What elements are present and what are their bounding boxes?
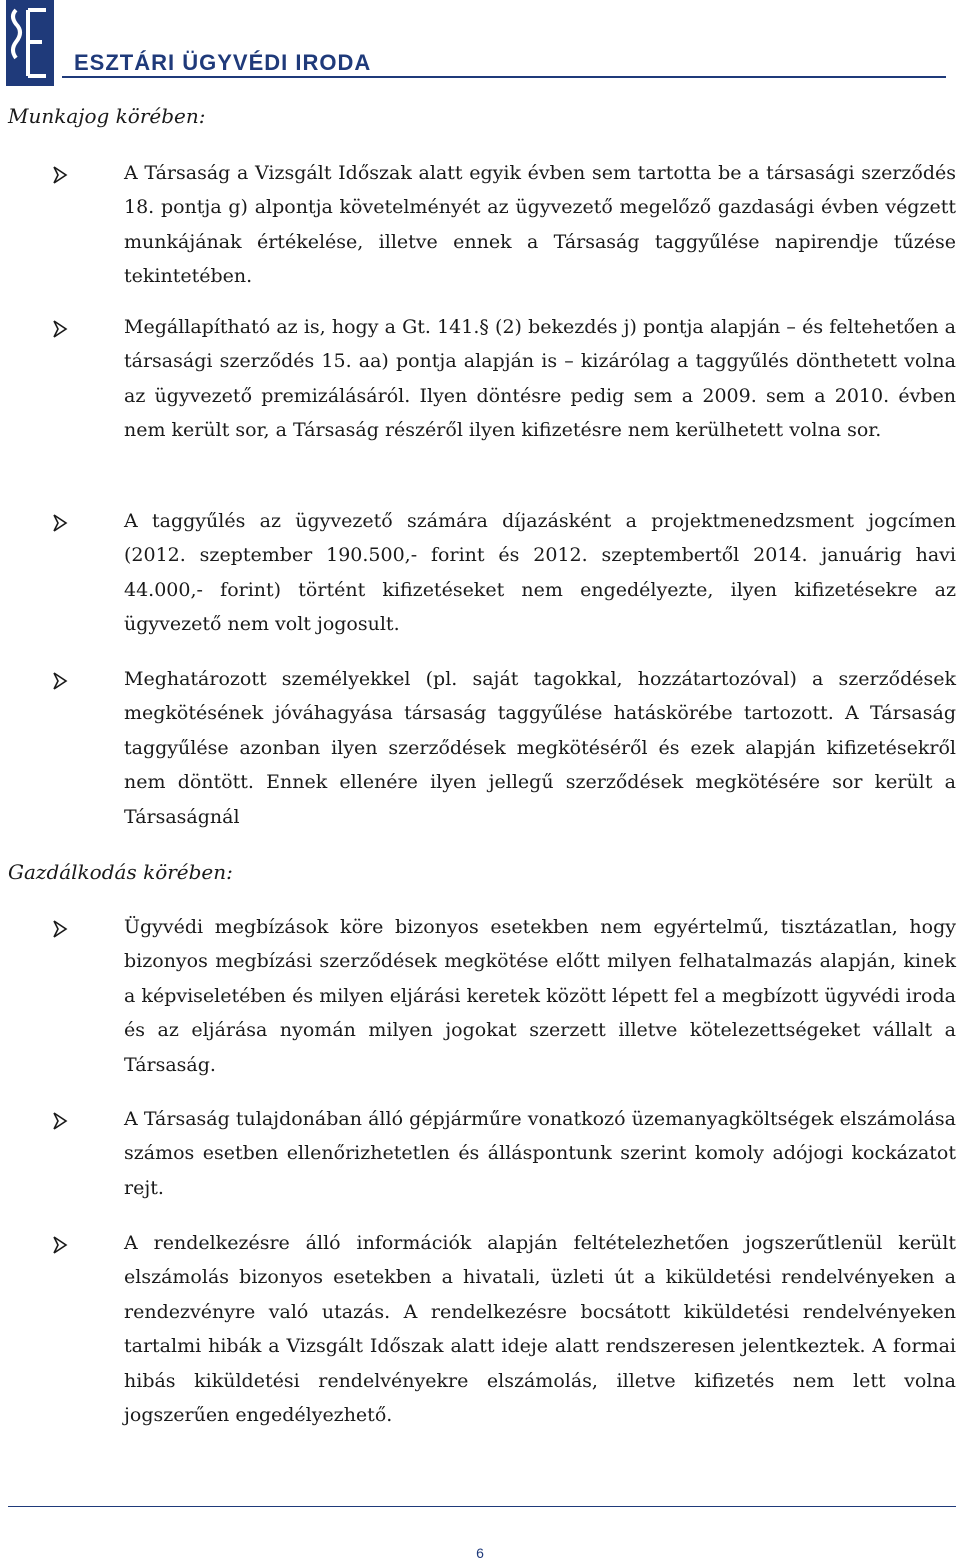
arrow-bullet-icon xyxy=(52,1112,68,1130)
arrow-bullet-icon xyxy=(52,672,68,690)
arrow-bullet-icon xyxy=(52,514,68,532)
header-divider xyxy=(62,76,946,78)
arrow-bullet-icon xyxy=(52,1236,68,1254)
list-item: Ügyvédi megbízások köre bizonyos esetekben nem egyértelmű, tisztázatlan, hogy bizonyos megbízási szerződések megkötése előtt milyen felhatalmazás alapján, kinek a képviseletében és milyen eljárási keretek között lépett fel a megbízott ügyvédi iroda és az eljárása nyomán milyen jogokat szerzett illetve kötelezettségeket vállalt a Társaság. xyxy=(124,916,956,1076)
section-heading-management: Gazdálkodás körében: xyxy=(8,860,233,884)
page-header xyxy=(0,0,960,92)
list-item: Meghatározott személyekkel (pl. saját tagokkal, hozzátartozóval) a szerződések megkötésének jóváhagyása társaság taggyűlése hatáskörébe tartozott. A Társaság taggyűlése azonban ilyen szerződések megkötéséről és ezek alapján kifizetésekről nem döntött. Ennek ellenére ilyen jellegű szerződések megkötésére sor került a Társaságnál xyxy=(124,668,956,828)
list-item: Megállapítható az is, hogy a Gt. 141.§ (2) bekezdés j) pontja alapján – és feltehetően a társasági szerződés 15. aa) pontja alapján is – kizárólag a taggyűlés dönthetett volna az ügyvezető premizálásáról. Ilyen döntésre pedig sem a 2009. sem a 2010. évben nem került sor, a Társaság részéről ilyen kifizetésre nem kerülhetett volna sor. xyxy=(124,316,956,442)
list-item: A rendelkezésre álló információk alapján feltételezhetően jogszerűtlenül került elszámolás bizonyos esetekben a hivatali, üzleti út a kiküldetési rendelvényeken a rendezvényre való utazás. A rendelkezésre bocsátott kiküldetési rendelvényeken tartalmi hibák a Vizsgált Időszak alatt ideje alatt rendszeresen jelentkeztek. A formai hibás kiküldetési rendelvényekre elszámolás, illetve kifizetés nem lett volna jogszerűen engedélyezhető. xyxy=(124,1232,956,1427)
arrow-bullet-icon xyxy=(52,920,68,938)
page-number: 6 xyxy=(476,1545,484,1561)
arrow-bullet-icon xyxy=(52,320,68,338)
section-heading-labor-law: Munkajog körében: xyxy=(8,104,206,128)
footer-divider xyxy=(8,1506,956,1507)
list-item: A Társaság a Vizsgált Időszak alatt egyik évben sem tartotta be a társasági szerződés 18. pontja g) alpontja követelményét az ügyvezető megelőző gazdasági évben végzett munkájának értékelése, illetve ennek a Társaság taggyűlése napirendje tűzése tekintetében. xyxy=(124,162,956,288)
firm-logo xyxy=(6,0,54,86)
list-item: A Társaság tulajdonában álló gépjárműre vonatkozó üzemanyagköltségek elszámolása számos esetben ellenőrizhetetlen és álláspontunk szerint komoly adójogi kockázatot rejt. xyxy=(124,1108,956,1199)
firm-name: ESZTÁRI ÜGYVÉDI IRODA xyxy=(74,50,372,75)
arrow-bullet-icon xyxy=(52,166,68,184)
list-item: A taggyűlés az ügyvezető számára díjazásként a projektmenedzsment jogcímen (2012. szeptember 190.500,- forint és 2012. szeptembertől 2014. januárig havi 44.000,- forint) történt kifizetéseket nem engedélyezte, ilyen kifizetésekre az ügyvezető nem volt jogosult. xyxy=(124,510,956,636)
